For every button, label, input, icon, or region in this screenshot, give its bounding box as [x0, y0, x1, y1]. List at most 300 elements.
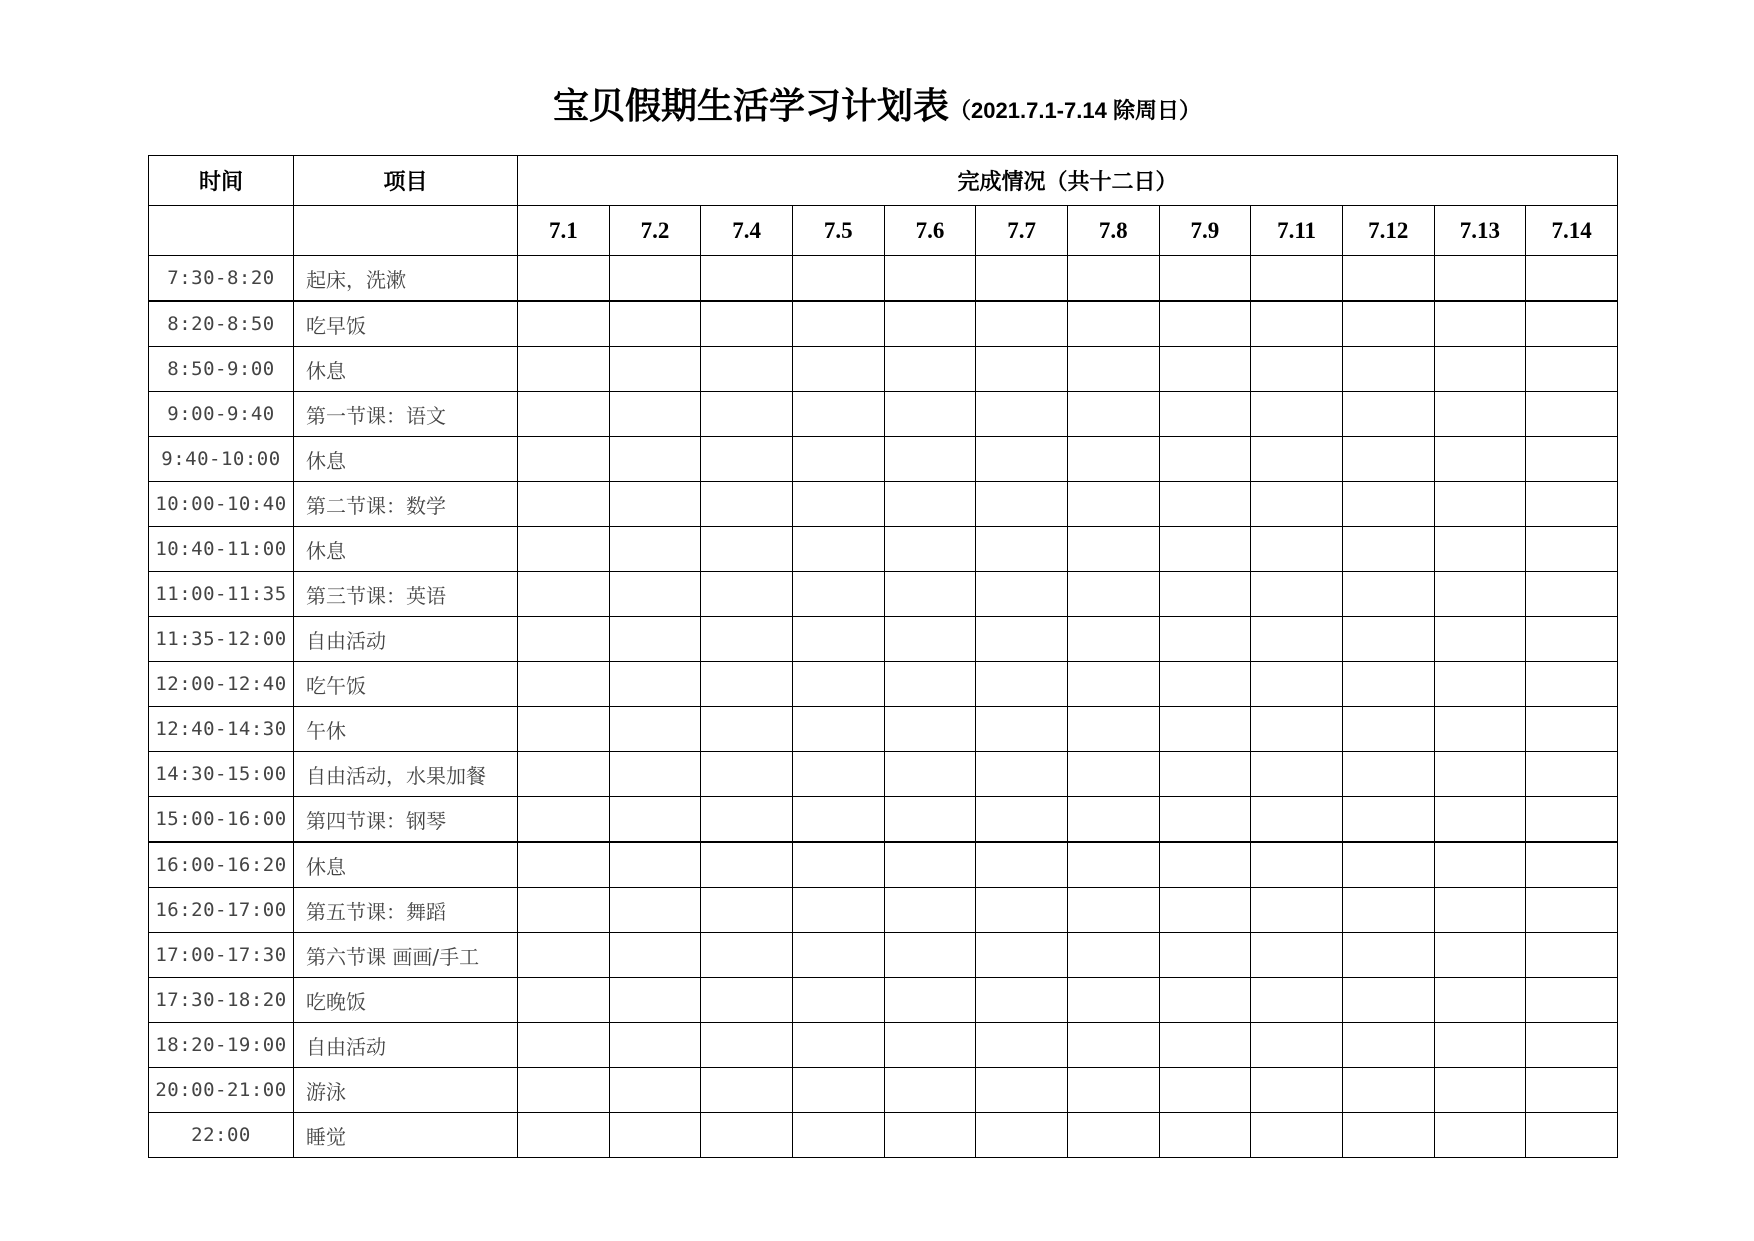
table-row: [149, 301, 1618, 347]
completion-cell[interactable]: [1251, 933, 1343, 978]
completion-cell[interactable]: [884, 888, 976, 933]
completion-cell[interactable]: [976, 797, 1068, 843]
completion-cell[interactable]: [1251, 527, 1343, 572]
completion-cell[interactable]: [976, 256, 1068, 302]
item-cell: 休息: [294, 527, 518, 572]
completion-cell[interactable]: [701, 347, 793, 392]
completion-cell[interactable]: [609, 347, 701, 392]
completion-cell[interactable]: [1159, 1113, 1251, 1158]
completion-cell[interactable]: [1067, 1023, 1159, 1068]
item-cell: 自由活动，水果加餐: [294, 752, 518, 797]
time-cell: 8:50-9:00: [149, 347, 294, 392]
completion-cell[interactable]: [1067, 482, 1159, 527]
completion-cell[interactable]: [1526, 392, 1618, 437]
completion-cell[interactable]: [518, 572, 610, 617]
completion-cell[interactable]: [518, 707, 610, 752]
completion-cell[interactable]: [884, 1068, 976, 1113]
completion-cell[interactable]: [976, 617, 1068, 662]
completion-cell[interactable]: [609, 842, 701, 888]
completion-cell[interactable]: [701, 933, 793, 978]
time-cell: 11:00-11:35: [149, 572, 294, 617]
completion-cell[interactable]: [1434, 301, 1526, 347]
completion-cell[interactable]: [1159, 888, 1251, 933]
completion-cell[interactable]: [609, 888, 701, 933]
completion-cell[interactable]: [1067, 662, 1159, 707]
item-cell: 休息: [294, 437, 518, 482]
time-cell: 18:20-19:00: [149, 1023, 294, 1068]
completion-cell[interactable]: [518, 1068, 610, 1113]
completion-cell[interactable]: [1342, 1113, 1434, 1158]
completion-cell[interactable]: [518, 437, 610, 482]
completion-cell[interactable]: [1342, 347, 1434, 392]
completion-cell[interactable]: [609, 1113, 701, 1158]
completion-cell[interactable]: [1526, 933, 1618, 978]
completion-cell[interactable]: [609, 707, 701, 752]
completion-cell[interactable]: [792, 842, 884, 888]
completion-cell[interactable]: [884, 752, 976, 797]
time-cell: 12:40-14:30: [149, 707, 294, 752]
completion-cell[interactable]: [792, 1113, 884, 1158]
completion-cell[interactable]: [609, 617, 701, 662]
completion-cell[interactable]: [1067, 301, 1159, 347]
completion-cell[interactable]: [518, 347, 610, 392]
completion-cell[interactable]: [884, 978, 976, 1023]
completion-cell[interactable]: [609, 527, 701, 572]
completion-cell[interactable]: [1067, 572, 1159, 617]
completion-cell[interactable]: [1342, 392, 1434, 437]
completion-cell[interactable]: [1067, 797, 1159, 843]
completion-cell[interactable]: [1067, 256, 1159, 302]
completion-cell[interactable]: [1434, 888, 1526, 933]
date-header-10: 7.13: [1434, 206, 1526, 256]
completion-cell[interactable]: [884, 572, 976, 617]
time-cell: 7:30-8:20: [149, 256, 294, 302]
table-row: [149, 437, 1618, 482]
completion-cell[interactable]: [1434, 933, 1526, 978]
item-cell: 吃早饭: [294, 301, 518, 347]
completion-cell[interactable]: [1342, 797, 1434, 843]
completion-cell[interactable]: [1159, 527, 1251, 572]
completion-cell[interactable]: [609, 752, 701, 797]
completion-cell[interactable]: [1251, 437, 1343, 482]
completion-cell[interactable]: [609, 301, 701, 347]
completion-cell[interactable]: [1434, 256, 1526, 302]
completion-cell[interactable]: [1159, 933, 1251, 978]
completion-cell[interactable]: [792, 933, 884, 978]
completion-cell[interactable]: [1251, 797, 1343, 843]
completion-cell[interactable]: [884, 437, 976, 482]
completion-cell[interactable]: [884, 1113, 976, 1158]
completion-cell[interactable]: [1526, 978, 1618, 1023]
completion-cell[interactable]: [1434, 662, 1526, 707]
completion-cell[interactable]: [792, 797, 884, 843]
completion-cell[interactable]: [609, 437, 701, 482]
completion-cell[interactable]: [518, 662, 610, 707]
completion-cell[interactable]: [1159, 617, 1251, 662]
completion-cell[interactable]: [1526, 527, 1618, 572]
table-row: [149, 888, 1618, 933]
completion-cell[interactable]: [1251, 301, 1343, 347]
table-row: [149, 392, 1618, 437]
completion-cell[interactable]: [884, 301, 976, 347]
completion-cell[interactable]: [1434, 752, 1526, 797]
completion-cell[interactable]: [1526, 617, 1618, 662]
completion-cell[interactable]: [1251, 662, 1343, 707]
completion-cell[interactable]: [1067, 978, 1159, 1023]
completion-cell[interactable]: [1526, 888, 1618, 933]
completion-cell[interactable]: [1342, 527, 1434, 572]
completion-cell[interactable]: [1159, 707, 1251, 752]
completion-cell[interactable]: [1526, 347, 1618, 392]
completion-cell[interactable]: [518, 256, 610, 302]
completion-cell[interactable]: [792, 888, 884, 933]
completion-cell[interactable]: [518, 617, 610, 662]
completion-cell[interactable]: [884, 256, 976, 302]
completion-cell[interactable]: [609, 1068, 701, 1113]
completion-cell[interactable]: [1434, 797, 1526, 843]
time-cell: 16:00-16:20: [149, 842, 294, 888]
table-row: [149, 1023, 1618, 1068]
completion-cell[interactable]: [1251, 482, 1343, 527]
completion-cell[interactable]: [609, 572, 701, 617]
completion-cell[interactable]: [976, 662, 1068, 707]
completion-cell[interactable]: [1067, 392, 1159, 437]
completion-cell[interactable]: [792, 347, 884, 392]
completion-cell[interactable]: [1434, 347, 1526, 392]
completion-cell[interactable]: [701, 797, 793, 843]
completion-cell[interactable]: [1434, 1068, 1526, 1113]
time-cell: 17:30-18:20: [149, 978, 294, 1023]
time-cell: 10:00-10:40: [149, 482, 294, 527]
completion-cell[interactable]: [518, 978, 610, 1023]
completion-cell[interactable]: [792, 527, 884, 572]
completion-cell[interactable]: [1342, 617, 1434, 662]
completion-cell[interactable]: [1251, 572, 1343, 617]
completion-cell[interactable]: [1159, 842, 1251, 888]
completion-cell[interactable]: [701, 978, 793, 1023]
completion-cell[interactable]: [884, 347, 976, 392]
completion-cell[interactable]: [1067, 707, 1159, 752]
completion-cell[interactable]: [884, 617, 976, 662]
completion-cell[interactable]: [976, 347, 1068, 392]
table-row: [149, 1068, 1618, 1113]
completion-cell[interactable]: [518, 933, 610, 978]
completion-cell[interactable]: [1251, 752, 1343, 797]
completion-cell[interactable]: [884, 392, 976, 437]
completion-cell[interactable]: [792, 301, 884, 347]
completion-cell[interactable]: [1251, 617, 1343, 662]
completion-cell[interactable]: [792, 662, 884, 707]
completion-cell[interactable]: [518, 527, 610, 572]
completion-cell[interactable]: [1434, 527, 1526, 572]
item-cell: 第二节课：数学: [294, 482, 518, 527]
completion-cell[interactable]: [1251, 888, 1343, 933]
completion-cell[interactable]: [1526, 842, 1618, 888]
date-header-row: [149, 206, 1618, 256]
date-header-4: 7.6: [884, 206, 976, 256]
completion-cell[interactable]: [609, 482, 701, 527]
time-cell: 20:00-21:00: [149, 1068, 294, 1113]
date-header-2: 7.4: [701, 206, 793, 256]
completion-cell[interactable]: [701, 572, 793, 617]
completion-cell[interactable]: [701, 1068, 793, 1113]
date-header-0: 7.1: [518, 206, 610, 256]
completion-cell[interactable]: [609, 978, 701, 1023]
item-cell: 午休: [294, 707, 518, 752]
completion-cell[interactable]: [701, 888, 793, 933]
completion-cell[interactable]: [701, 301, 793, 347]
completion-cell[interactable]: [884, 482, 976, 527]
completion-cell[interactable]: [792, 617, 884, 662]
completion-cell[interactable]: [1526, 1113, 1618, 1158]
table-row: [149, 978, 1618, 1023]
completion-cell[interactable]: [976, 1023, 1068, 1068]
completion-cell[interactable]: [1067, 1068, 1159, 1113]
completion-cell[interactable]: [1159, 347, 1251, 392]
completion-cell[interactable]: [518, 1023, 610, 1068]
date-header-1: 7.2: [609, 206, 701, 256]
item-cell: 自由活动: [294, 1023, 518, 1068]
completion-cell[interactable]: [1526, 482, 1618, 527]
completion-cell[interactable]: [976, 1068, 1068, 1113]
completion-cell[interactable]: [976, 437, 1068, 482]
completion-cell[interactable]: [1159, 572, 1251, 617]
completion-cell[interactable]: [701, 842, 793, 888]
completion-cell[interactable]: [792, 707, 884, 752]
completion-cell[interactable]: [518, 482, 610, 527]
completion-cell[interactable]: [1526, 256, 1618, 302]
completion-cell[interactable]: [701, 527, 793, 572]
completion-cell[interactable]: [609, 662, 701, 707]
completion-cell[interactable]: [976, 301, 1068, 347]
item-cell: 睡觉: [294, 1113, 518, 1158]
completion-cell[interactable]: [1526, 1023, 1618, 1068]
header-time: 时间: [149, 156, 294, 206]
completion-cell[interactable]: [1067, 527, 1159, 572]
completion-cell[interactable]: [976, 842, 1068, 888]
completion-cell[interactable]: [1159, 256, 1251, 302]
completion-cell[interactable]: [1342, 437, 1434, 482]
completion-cell[interactable]: [1434, 437, 1526, 482]
completion-cell[interactable]: [518, 797, 610, 843]
completion-cell[interactable]: [1067, 347, 1159, 392]
completion-cell[interactable]: [701, 1113, 793, 1158]
completion-cell[interactable]: [976, 888, 1068, 933]
completion-cell[interactable]: [701, 617, 793, 662]
completion-cell[interactable]: [976, 707, 1068, 752]
completion-cell[interactable]: [792, 437, 884, 482]
completion-cell[interactable]: [1526, 752, 1618, 797]
completion-cell[interactable]: [1251, 347, 1343, 392]
time-cell: 15:00-16:00: [149, 797, 294, 843]
completion-cell[interactable]: [884, 1023, 976, 1068]
completion-cell[interactable]: [701, 392, 793, 437]
table-row: [149, 347, 1618, 392]
completion-cell[interactable]: [1067, 752, 1159, 797]
item-cell: 第三节课：英语: [294, 572, 518, 617]
completion-cell[interactable]: [518, 392, 610, 437]
completion-cell[interactable]: [1159, 301, 1251, 347]
completion-cell[interactable]: [792, 482, 884, 527]
completion-cell[interactable]: [884, 662, 976, 707]
completion-cell[interactable]: [884, 527, 976, 572]
completion-cell[interactable]: [701, 437, 793, 482]
completion-cell[interactable]: [1159, 752, 1251, 797]
completion-cell[interactable]: [609, 797, 701, 843]
completion-cell[interactable]: [609, 1023, 701, 1068]
completion-cell[interactable]: [701, 256, 793, 302]
completion-cell[interactable]: [792, 1023, 884, 1068]
item-cell: 吃午饭: [294, 662, 518, 707]
completion-cell[interactable]: [1159, 1023, 1251, 1068]
completion-cell[interactable]: [884, 842, 976, 888]
completion-cell[interactable]: [1159, 1068, 1251, 1113]
time-cell: 11:35-12:00: [149, 617, 294, 662]
completion-cell[interactable]: [1526, 797, 1618, 843]
completion-cell[interactable]: [1067, 842, 1159, 888]
completion-cell[interactable]: [1342, 572, 1434, 617]
completion-cell[interactable]: [1526, 437, 1618, 482]
completion-cell[interactable]: [792, 978, 884, 1023]
completion-cell[interactable]: [518, 842, 610, 888]
table-row: [149, 842, 1618, 888]
completion-cell[interactable]: [976, 392, 1068, 437]
completion-cell[interactable]: [1159, 437, 1251, 482]
completion-cell[interactable]: [701, 482, 793, 527]
completion-cell[interactable]: [518, 1113, 610, 1158]
header-time-blank: [149, 206, 294, 256]
completion-cell[interactable]: [976, 482, 1068, 527]
completion-cell[interactable]: [1434, 572, 1526, 617]
completion-cell[interactable]: [1526, 1068, 1618, 1113]
header-item-blank: [294, 206, 518, 256]
completion-cell[interactable]: [1434, 392, 1526, 437]
date-header-7: 7.9: [1159, 206, 1251, 256]
completion-cell[interactable]: [1067, 617, 1159, 662]
date-header-11: 7.14: [1526, 206, 1618, 256]
completion-cell[interactable]: [884, 797, 976, 843]
time-cell: 8:20-8:50: [149, 301, 294, 347]
completion-cell[interactable]: [1251, 1113, 1343, 1158]
completion-cell[interactable]: [609, 933, 701, 978]
completion-cell[interactable]: [1526, 662, 1618, 707]
completion-cell[interactable]: [976, 752, 1068, 797]
completion-cell[interactable]: [1159, 662, 1251, 707]
table-row: [149, 707, 1618, 752]
completion-cell[interactable]: [1342, 888, 1434, 933]
completion-cell[interactable]: [1434, 1113, 1526, 1158]
completion-cell[interactable]: [701, 662, 793, 707]
completion-cell[interactable]: [1342, 933, 1434, 978]
item-cell: 吃晚饭: [294, 978, 518, 1023]
completion-cell[interactable]: [976, 978, 1068, 1023]
completion-cell[interactable]: [518, 301, 610, 347]
completion-cell[interactable]: [1342, 842, 1434, 888]
completion-cell[interactable]: [1251, 978, 1343, 1023]
completion-cell[interactable]: [1342, 752, 1434, 797]
completion-cell[interactable]: [1251, 707, 1343, 752]
completion-cell[interactable]: [884, 933, 976, 978]
header-item: 项目: [294, 156, 518, 206]
completion-cell[interactable]: [701, 752, 793, 797]
completion-cell[interactable]: [1526, 572, 1618, 617]
date-header-8: 7.11: [1251, 206, 1343, 256]
completion-cell[interactable]: [976, 527, 1068, 572]
date-header-3: 7.5: [792, 206, 884, 256]
plan-table: [148, 155, 1618, 1158]
date-header-9: 7.12: [1342, 206, 1434, 256]
completion-cell[interactable]: [976, 933, 1068, 978]
completion-cell[interactable]: [1342, 707, 1434, 752]
header-completion: 完成情况（共十二日）: [518, 156, 1618, 206]
completion-cell[interactable]: [518, 752, 610, 797]
completion-cell[interactable]: [1434, 617, 1526, 662]
header-row: [149, 156, 1618, 206]
completion-cell[interactable]: [1251, 1068, 1343, 1113]
completion-cell[interactable]: [1526, 301, 1618, 347]
completion-cell[interactable]: [1251, 256, 1343, 302]
completion-cell[interactable]: [1342, 301, 1434, 347]
completion-cell[interactable]: [976, 572, 1068, 617]
completion-cell[interactable]: [609, 392, 701, 437]
completion-cell[interactable]: [1434, 842, 1526, 888]
completion-cell[interactable]: [792, 572, 884, 617]
page-title: [0, 78, 1754, 129]
completion-cell[interactable]: [1434, 978, 1526, 1023]
completion-cell[interactable]: [976, 1113, 1068, 1158]
time-cell: 16:20-17:00: [149, 888, 294, 933]
completion-cell[interactable]: [1342, 1068, 1434, 1113]
completion-cell[interactable]: [609, 256, 701, 302]
item-cell: 休息: [294, 347, 518, 392]
completion-cell[interactable]: [1067, 933, 1159, 978]
completion-cell[interactable]: [884, 707, 976, 752]
completion-cell[interactable]: [1159, 797, 1251, 843]
completion-cell[interactable]: [1342, 978, 1434, 1023]
completion-cell[interactable]: [792, 392, 884, 437]
completion-cell[interactable]: [1526, 707, 1618, 752]
completion-cell[interactable]: [1251, 842, 1343, 888]
completion-cell[interactable]: [1067, 437, 1159, 482]
completion-cell[interactable]: [1251, 392, 1343, 437]
completion-cell[interactable]: [1434, 1023, 1526, 1068]
completion-cell[interactable]: [792, 1068, 884, 1113]
completion-cell[interactable]: [1159, 978, 1251, 1023]
completion-cell[interactable]: [1434, 482, 1526, 527]
completion-cell[interactable]: [1434, 707, 1526, 752]
table-row: [149, 256, 1618, 302]
table-row: [149, 933, 1618, 978]
completion-cell[interactable]: [1159, 482, 1251, 527]
completion-cell[interactable]: [1159, 392, 1251, 437]
completion-cell[interactable]: [701, 707, 793, 752]
completion-cell[interactable]: [1342, 1023, 1434, 1068]
completion-cell[interactable]: [1342, 662, 1434, 707]
completion-cell[interactable]: [1251, 1023, 1343, 1068]
completion-cell[interactable]: [518, 888, 610, 933]
completion-cell[interactable]: [1067, 1113, 1159, 1158]
completion-cell[interactable]: [792, 752, 884, 797]
completion-cell[interactable]: [1067, 888, 1159, 933]
completion-cell[interactable]: [1342, 482, 1434, 527]
time-cell: 9:40-10:00: [149, 437, 294, 482]
completion-cell[interactable]: [792, 256, 884, 302]
item-cell: 第一节课：语文: [294, 392, 518, 437]
completion-cell[interactable]: [1342, 256, 1434, 302]
table-row: [149, 662, 1618, 707]
item-cell: 休息: [294, 842, 518, 888]
completion-cell[interactable]: [701, 1023, 793, 1068]
